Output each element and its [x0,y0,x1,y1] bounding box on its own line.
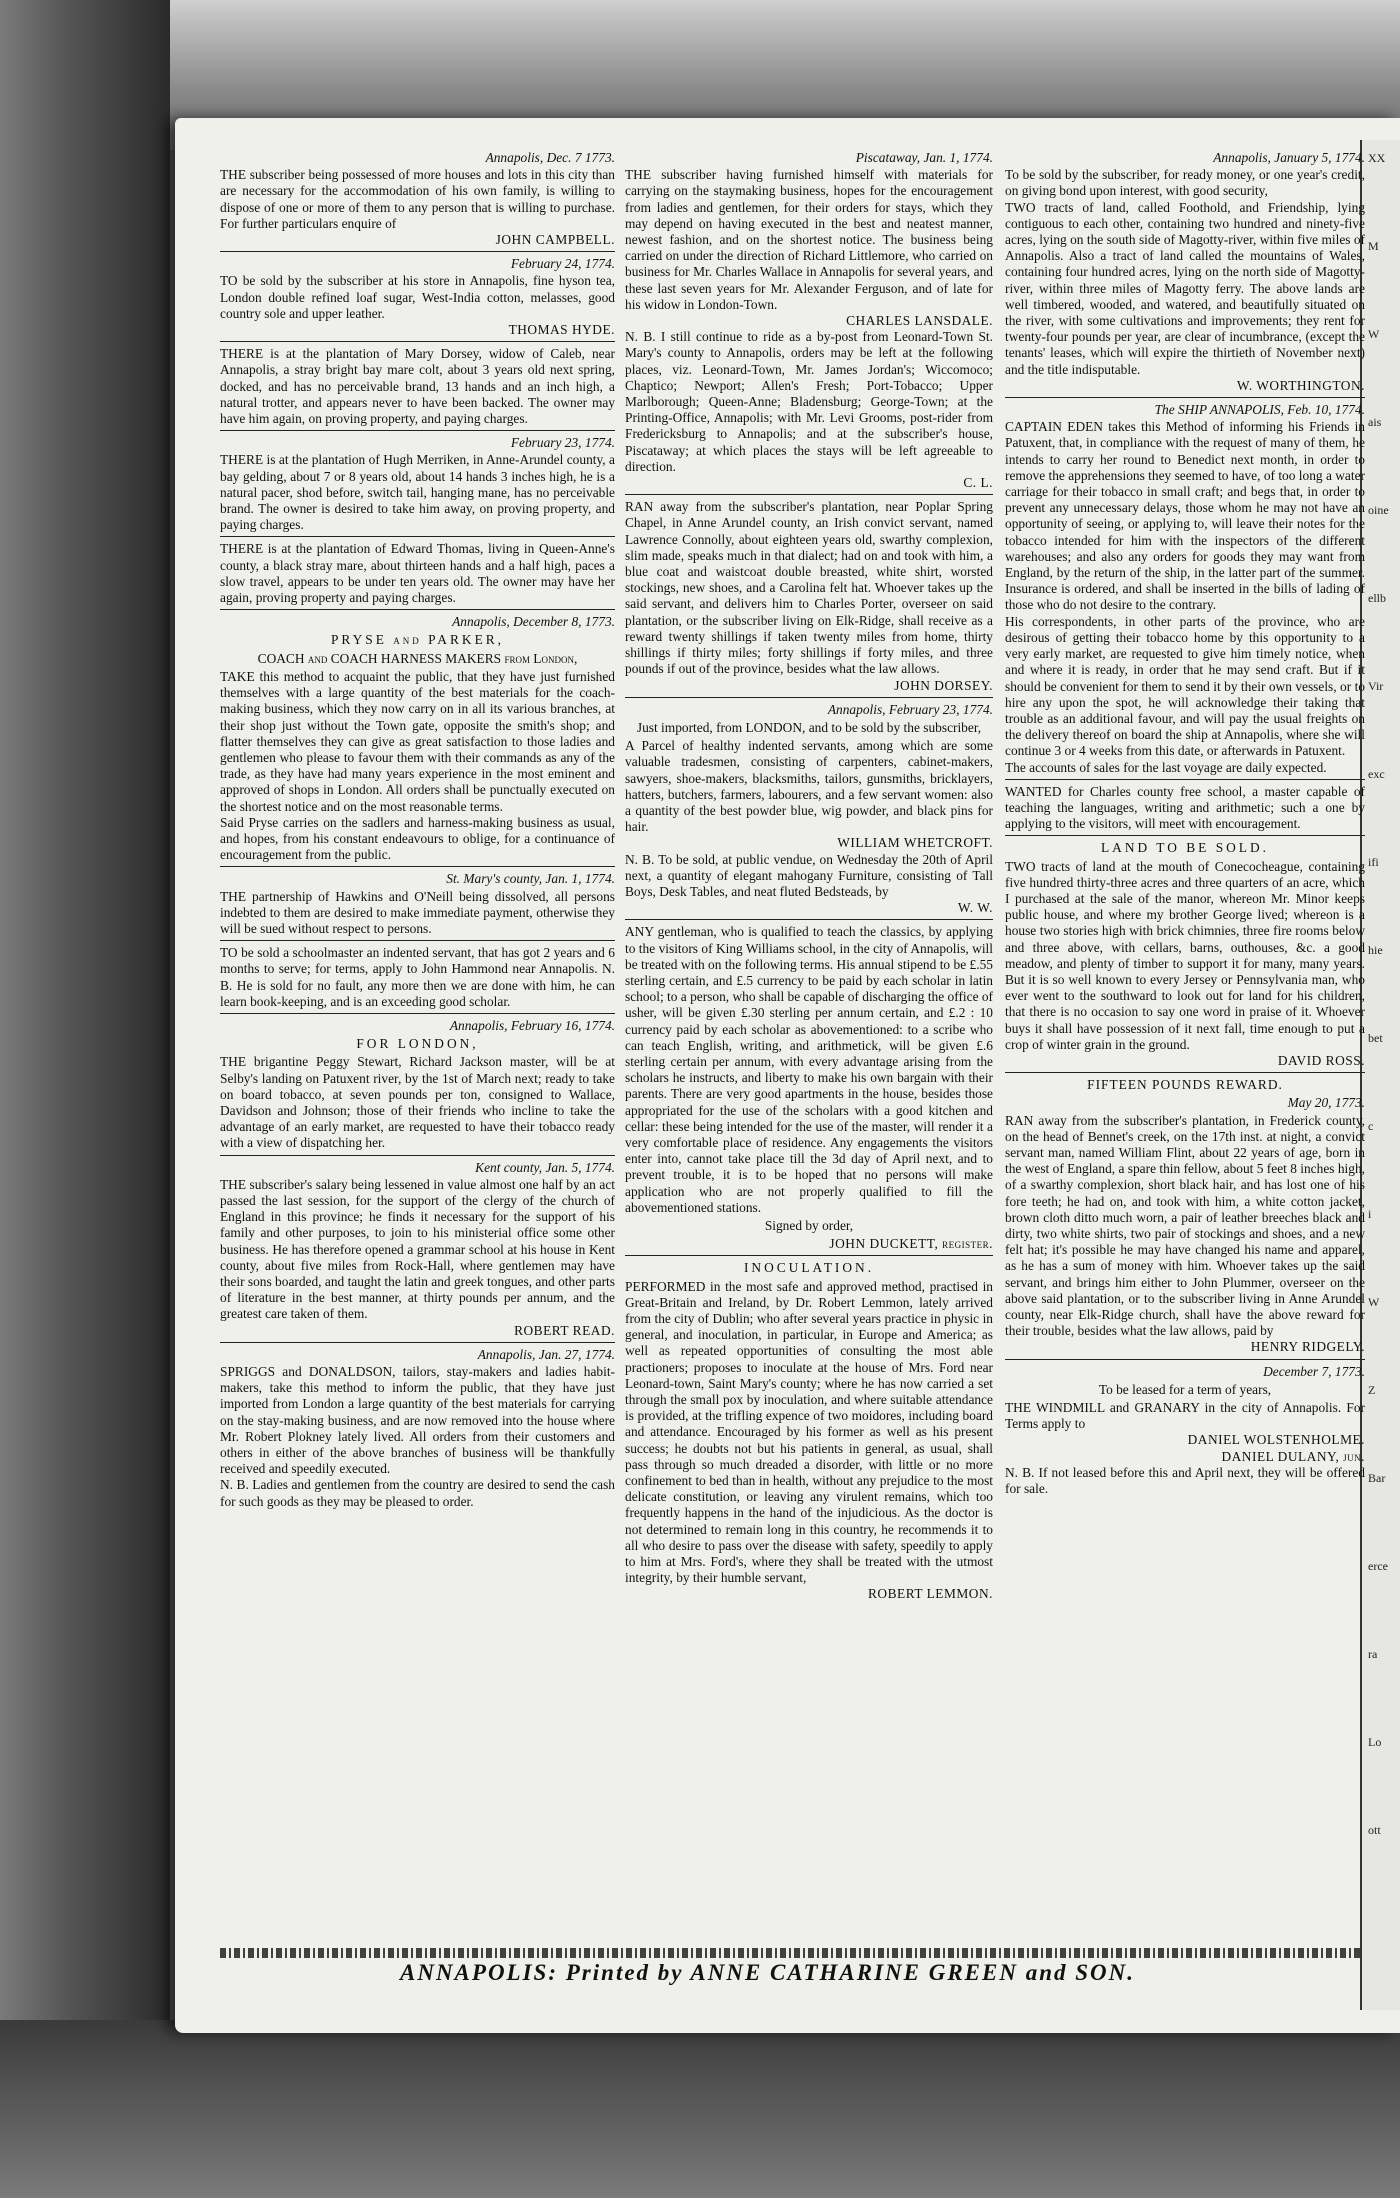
signature-initials: C. L. [963,475,993,491]
divider [220,251,615,252]
ad-spriggs-donaldson [220,1347,615,1510]
ad-read [220,1160,615,1339]
signature: JOHN DORSEY. [894,677,993,693]
signature: THOMAS HYDE. [508,322,615,338]
adjacent-page-line: Lo [1368,1735,1382,1749]
divider [1005,835,1365,836]
column-3 [1005,150,1365,1499]
divider [220,609,615,610]
ad-body-2: Said Pryse carries on the sadlers and harness-making business as usual, and hopes, from his constant endeavours to oblige, for a continuance of encouragement from the public. [220,814,615,863]
ad-hawkins-oneill [220,871,615,937]
ad-lansdale [625,150,993,491]
ad-heading: INOCULATION. [743,1260,875,1276]
ad-body: TWO tracts of land at the mouth of Conecocheague, containing five hundred thirty-three acres and three quarters of an acre, which I purchased at the sale of the manor, whereon Mr. Minor keeps public house, and where my brother George lived; whereon is a house two stories high with brick chimnies, three fire rooms below and three above, with cellars, barns, outhouses, &c. a good meadow, and plenty of timber to support it for many, many years. But it is so well known to every Jersey or Pennsylvania man, who ever went to the southward to look out for land for his children, that there is no occasion to say one word in praise of it. Whoever buys it shall have possession of it next fall, time enough to put a crop of winter grain in the ground. [1005,858,1365,1052]
ad-lead: To be sold by the subscriber, for ready money, or one year's credit, on giving bond upon interest, with good security, [1005,167,1365,199]
signature: DAVID ROSS. [1277,1052,1365,1068]
scan-background-bottom [0,2020,1400,2198]
adjacent-page-line: erce [1368,1559,1388,1573]
dateline: Annapolis, Jan. 27, 1774. [477,1346,615,1362]
dateline: February 24, 1774. [510,256,615,272]
ad-heading: PRYSE and PARKER, [330,632,505,648]
column-2 [625,150,993,1605]
ad-body-2: N. B. I still continue to ride as a by-post from Leonard-Town St. Mary's county to Annapolis, orders may be left at the following places, viz. Leonard-Town, Mr. James Jordan's; Wiccomoco; Chaptico; Newport; Allen's Fresh; Port-Tobacco; Upper Marlborough; Queen-Anne; Bladensburg; George-Town; at the Printing-Office, Annapolis; with Mr. Levi Grooms, post-rider from Fredericksburg to Annapolis; and at the subscriber's house, Piscataway; at which places the stays will be left agreeable to direction. [625,329,993,474]
dateline: February 23, 1774. [510,435,615,451]
adjacent-page-line: W [1368,1295,1380,1309]
ad-hyde [220,256,615,338]
ad-for-london [220,1018,615,1152]
adjacent-page-line: hie [1368,943,1383,957]
ad-dorsey-colt [220,346,615,427]
divider [625,1255,993,1256]
ad-whetcroft [625,702,993,917]
dateline: Kent county, Jan. 5, 1774. [475,1159,615,1175]
column-1 [220,150,615,1512]
ad-fifteen-pounds-reward [1005,1077,1365,1355]
ad-body: RAN away from the subscriber's plantation, in Frederick county, on the head of Bennet's creek, on the 17th inst. at night, a convict servant man, named William Flint, about 22 years of age, born in the west of England, a spare thin fellow, about 5 feet 8 inches high, of a swarthy complexion, short black hair, and has lost one of his fore teeth; he had on, and took with him, a white cotton jacket, brown cloth ditto much worn, a pair of leather breeches black and dirty, two white shirts, two pair of stockings and shoes, and a new felt hat; it's possible he may have changed his name and apparel, as he has a sum of money with him. Whoever takes up the said servant, and brings him either to John Plummer, overseer on the above said plantation, or to the subscriber living in Anne Arundel county, near Elk-Ridge church, shall have the above reward for their trouble, besides what the law allows, paid by [1005,1112,1365,1339]
adjacent-page-line: ifi [1368,855,1379,869]
divider [220,536,615,537]
divider [1005,1072,1365,1073]
dateline: Piscataway, Jan. 1, 1774. [855,150,993,165]
ad-body: PERFORMED in the most safe and approved method, practised in Great-Britain and Ireland, by Dr. Robert Lemmon, lately arrived from the city of Dublin; who after several years practice in physic in general, and inoculation, in particular, in Europe and America; as well as repeated opportunities of consulting the most able practioners; proposes to inoculate at the house of Mrs. Ford near Leonard-town, Saint Mary's county; where he has now carried a set through the small pox by inoculation, and where suitable attendance is provided, at the trifling expence of two moidores, including board and attendance. Encouraged by his former as well as his present success; he doubts not but his patients in general, as usual, shall pass through so much dreaded a disorder, with little or no more confinement to bed than in health, without any prejudice to the most delicate constitution, or leaving any virulent remains, which too frequently happens in the hand of the injudicious. As the doctor is not determined to remain long in this country, he recommends it to all who desire to pass over the disease with safety, speedily to apply to him at Mrs. Ford's, where they shall be treated with the utmost integrity, by their humble servant, [625,1278,993,1586]
ad-body: THE brigantine Peggy Stewart, Richard Jackson master, will be at Selby's landing on Patuxent river, by the 1st of March next; ready to take on board tobacco, at seven pounds per ton, consigned to Wallace, Davidson and Johnson; those of their friends who incline to take the advantage of an early market, are requested to have their tobacco ready with a view of dispatching her. [220,1054,615,1151]
ad-body: TWO tracts of land, called Foothold, and Friendship, lying contiguous to each other, containing two hundred and ninety-five acres, lying on the south side of Magotty-river, within five miles of Annapolis. Also a tract of land called the mountains of Wales, containing four hundred acres, lying on the north side of Magotty-river, within three miles of Magotty ferry. The above lands are well timbered, wooded, and watered, and beautifully situated on the river, with some cultivations and improvements; they rent for twenty-four pounds per year, are clear of incumbrance, (except the tenants' leases, which will expire the thirtieth of November next) and the title indisputable. [1005,199,1365,377]
ad-body: ANY gentleman, who is qualified to teach the classics, by applying to the visitors of King Williams school, in the city of Annapolis, will be treated with on the following terms. His annual stipend to be £.55 sterling certain, and £.5 currency to be paid by each scholar in latin school; to a person, who shall be capable of discharging the office of usher, will be given £.30 sterling per annum certain, and £.2 : 10 currency paid by each scholar as abovementioned: to a scribe who can teach English, writing, and arithmetick, will be given £.6 sterling certain per annum, with every advantage arising from the scholars he instructs, and liberty to make his own bargain with their parents. There are very good apartments in the house, besides those appropriated for the use of the scholars with a good kitchen and cellar: these being intended for the use of the master, will render it a very comfortable place of residence. Any engagements the visitors enter into, cannot take place till the 3d day of April next, and to prevent trouble, it is to be hoped that no persons will make application who are not properly qualified to fill the abovementioned stations. [625,924,994,1215]
adjacent-page-line: bet [1368,1031,1383,1045]
adjacent-page-line: W [1368,327,1380,341]
ad-pryse-parker [220,614,615,863]
signature: CHARLES LANSDALE. [846,313,993,329]
ad-heading: LAND TO BE SOLD. [1100,840,1270,856]
ad-body: WANTED for Charles county free school, a master capable of teaching the languages, writing and arithmetic; such a one by applying to the visitors, will meet with encouragement. [1005,783,1365,832]
ad-body: SPRIGGS and DONALDSON, tailors, stay-makers and ladies habit-makers, take this method to inform the public, that they have just imported from London a large quantity of the best materials for carrying on the stay-making business, and are now removed into the house where Mr. Robert Plokney lately lived. All orders from their customers and others in either of the above branches of business will be thankfully received and speedily executed. [220,1364,615,1477]
divider [625,697,993,698]
divider [220,866,615,867]
ad-heading: FIFTEEN POUNDS REWARD. [1087,1077,1283,1093]
dateline: Annapolis, January 5, 1774. [1213,150,1365,165]
adjacent-page-line: oine [1368,503,1389,517]
divider [220,341,615,342]
divider [220,1013,615,1014]
ad-body: THE subscriber being possessed of more houses and lots in this city than are necessary for the accommodation of his own family, is willing to dispose of one or more of them to any person that is willing to purchase. For further particulars enquire of [220,167,615,231]
adjacent-page-line: ott [1368,1823,1381,1837]
ad-body: A Parcel of healthy indented servants, among which are some valuable tradesmen, consisting of carpenters, cabinet-makers, sawyers, shoe-makers, blacksmiths, tailors, gunsmiths, bricklayers, hatters, butchers, farmers, labourers, and a few servant women: also a quantity of the best powder blue, wig powder, and black pins for hair. [625,738,993,835]
ad-body: TO be sold a schoolmaster an indented servant, that has got 2 years and 6 months to serve; for terms, apply to John Hammond near Annapolis. N. B. He is sold for no fault, any more then we are done with him, he can learn book-keeping, and is an exceeding good scholar. [220,945,615,1009]
divider [220,1342,615,1343]
signature: ROBERT LEMMON. [868,1586,993,1602]
adjacent-page-line: exc [1368,767,1385,781]
ad-thomas [220,541,615,606]
ad-merriken [220,435,615,533]
signature: JOHN CAMPBELL. [495,232,615,248]
adjacent-page-line: i [1368,1207,1372,1221]
divider [220,940,615,941]
ad-subheading: COACH and COACH HARNESS MAKERS from London, [257,650,578,666]
ad-king-williams-school [625,924,993,1252]
signature: W. WORTHINGTON. [1236,377,1365,393]
ad-windmill [1005,1364,1365,1498]
divider [625,919,993,920]
ad-campbell [220,150,615,248]
divider [220,1155,615,1156]
ad-schoolmaster [220,945,615,1010]
book-spine-shadow [0,0,170,2198]
ad-body: THERE is at the plantation of Edward Thomas, living in Queen-Anne's county, a black stray mare, about thirteen hands and a half high, paces a slow travel, appears to be under ten years old. The owner may have her again, proving property and paying charges. [220,541,615,606]
ornamental-border [220,1948,1360,1958]
ad-body-2: His correspondents, in other parts of the province, who are desirous of getting their tobacco home by this opportunity to a very early market, are requested to give him timely notice, when and where it is ready, in order that he may send craft. But if it should be convenient for them to send it by their own vessels, or to hire any upon the spot, he will acknowledge their taking that trouble as an additional favour, and will pay the usual freights on the delivery thereof on board the ship at Annapolis, where she will continue 3 or 4 weeks from this date, or afterwards in Patuxent. [1005,613,1365,759]
ad-body: THE WINDMILL and GRANARY in the city of Annapolis. For Terms apply to [1005,1400,1365,1432]
ad-body: THERE is at the plantation of Hugh Merriken, in Anne-Arundel county, a bay gelding, about 7 or 8 years old, about 14 hands 3 inches high, he is a natural pacer, shod before, switch tail, hanging mane, has no perceivable brand. The owner is desired to take him away, on proving property, and paying charges. [220,452,615,533]
divider [625,494,993,495]
ad-body: THE partnership of Hawkins and O'Neill being dissolved, all persons indebted to them are desired to make immediate payment, otherwise they will be sued without respect to persons. [220,888,615,936]
signature: DANIEL WOLSTENHOLME. [1187,1432,1365,1448]
adjacent-page-text [1368,150,1400,1910]
ad-body: THE subscriber having furnished himself with materials for carrying on the staymaking business, hopes for the encouragement from ladies and gentlemen, for their orders for stays, which they may depend on having executed in the best and neatest manner, newest fashion, and on the shortest notice. The business being carried on under the direction of Richard Littlemore, who carried on business for Mr. Charles Wallace in Annapolis for several years, and these last seven years for Mr. Alexander Ferguson, and of late for his widow in London-Town. [625,167,993,312]
signature: JOHN DUCKETT, register. [829,1236,993,1252]
ad-body: THE subscriber's salary being lessened in value almost one half by an act passed the last session, for the support of the clergy of the church of England in this province; he finds it necessary for the support of his family and other purposes, to join to his ministerial office some other business. He has therefore opened a grammar school at his house in Kent county, about five miles from Rock-Hall, where gentlemen may have their sons boarded, and taught the latin and greek tongues, and other parts of literature in the best manner, at thirty pounds per annum, and the greatest care taken of them. [220,1176,615,1322]
ad-body-3: The accounts of sales for the last voyage are daily expected. [1005,759,1327,775]
divider [220,430,615,431]
adjacent-page-line: ellb [1368,591,1386,605]
dateline: Annapolis, December 8, 1773. [452,614,615,630]
signature: ROBERT READ. [514,1322,615,1338]
ad-inoculation [625,1260,993,1602]
ad-heading: FOR LONDON, [356,1036,479,1052]
ad-lead: Just imported, from LONDON, and to be sold by the subscriber, [636,719,982,735]
adjacent-page-line: XX [1368,151,1386,165]
dateline: May 20, 1773. [1287,1095,1365,1111]
signature: HENRY RIDGELY. [1250,1339,1365,1355]
ad-body: THERE is at the plantation of Mary Dorsey, widow of Caleb, near Annapolis, a stray bright bay mare colt, about 3 years old next spring, docked, and has no perceivable brand, 13 hands and an inch high, a natural trotter, and appears never to have been backed. The owner may have him again, on proving property, and paying charges. [220,346,615,427]
adjacent-page-line: Bar [1368,1471,1386,1485]
ad-body: RAN away from the subscriber's plantation, near Poplar Spring Chapel, in Anne Arundel county, an Irish convict servant, named Lawrence Connolly, about eighteen years old, swarthy complexion, slim made, speaks much in that dialect; had on and took with him, a blue coat and waistcoat double breasted, white shirt, worsted stockings, new shoes, and a Carolina felt hat. Whoever takes up the said servant, and delivers him to Charles Porter, overseer on said plantation, or the subscriber living on Elk-Ridge, shall receive as a reward twenty shillings if taken twenty miles from home, thirty shillings if thirty miles; forty shillings if forty miles, and three pounds if out of the province, besides what the law allows. [625,499,993,677]
dateline: Annapolis, February 16, 1774. [449,1017,615,1033]
ad-dorsey-runaway [625,499,993,693]
ad-body-2: N. B. Ladies and gentlemen from the country are desired to send the cash for such goods as they may be pleased to order. [220,1477,615,1509]
adjacent-page-line: c [1368,1119,1374,1133]
divider [1005,1359,1365,1360]
printer-imprint: ANNAPOLIS: Printed by ANNE CATHARINE GREEN and SON. [400,1960,1136,1985]
adjacent-page-line: Vir [1368,679,1384,693]
adjacent-page-line: M [1368,239,1379,253]
signed-by-order: Signed by order, [764,1218,854,1233]
divider [1005,779,1365,780]
divider [1005,397,1365,398]
dateline: St. Mary's county, Jan. 1, 1774. [446,871,615,887]
ad-body: TAKE this method to acquaint the public, that they have just furnished themselves with a large quantity of the best materials for the coach-making business, which they now carry on in all its various branches, at their shop just without the Town gate, opposite the smith's shop; and flatter themselves they can give as great satisfaction to those ladies and gentlemen who please to favour them with their commands as any of the trade, as they have had many years experience in the most eminent and approved of shops in London. All orders shall be punctually executed on the shortest notice and on the most reasonable terms. [220,668,615,814]
adjacent-page-line: ais [1368,415,1382,429]
ad-body: TO be sold by the subscriber at his store in Annapolis, fine hyson tea, London double refined loaf sugar, West-India cotton, melasses, good country sole and upper leather. [220,273,615,321]
dateline: The SHIP ANNAPOLIS, Feb. 10, 1774. [1154,402,1365,418]
signature-2: DANIEL DULANY, jun. [1221,1448,1365,1464]
ad-charles-county-school [1005,784,1365,833]
adjacent-page-line: Z [1368,1383,1376,1397]
ad-land-to-be-sold [1005,840,1365,1069]
ad-body-2: N. B. If not leased before this and April next, they will be offered for sale. [1005,1464,1365,1497]
dateline: Annapolis, February 23, 1774. [827,701,993,717]
signature-initials: W. W. [957,900,993,916]
ad-ship-annapolis [1005,402,1365,776]
dateline: Annapolis, Dec. 7 1773. [485,150,615,165]
ad-body: CAPTAIN EDEN takes this Method of informing his Friends in Patuxent, that, in compliance with the request of many of them, he intends to carry her round to Benedict next month, in order to remove the apprehensions they seemed to have, of too long a water carriage for their tobacco in small craft; and begs that, in order to prevent any unnecessary delays, those whom he may not have an opportunity of seeing, or applying to, will leave their notes for the tobacco intended for him with the inspectors of the different warehouses; and also any orders for goods they may want from England, by the return of the ship, in the latter part of the summer. Insurance is ordered, and shall be inserted in the bills of lading of those who do not desire to the contrary. [1005,419,1365,613]
dateline: December 7, 1773. [1263,1363,1365,1379]
ad-lead: To be leased for a term of years, [1098,1381,1272,1397]
adjacent-page-line: ra [1368,1647,1378,1661]
ad-worthington [1005,150,1365,394]
ad-body-2: N. B. To be sold, at public vendue, on Wednesday the 20th of April next, a quantity of elegant mahogany Furniture, consisting of Tall Boys, Desk Tables, and neat fluted Bedsteads, by [625,851,993,899]
signature: WILLIAM WHETCROFT. [837,835,993,851]
